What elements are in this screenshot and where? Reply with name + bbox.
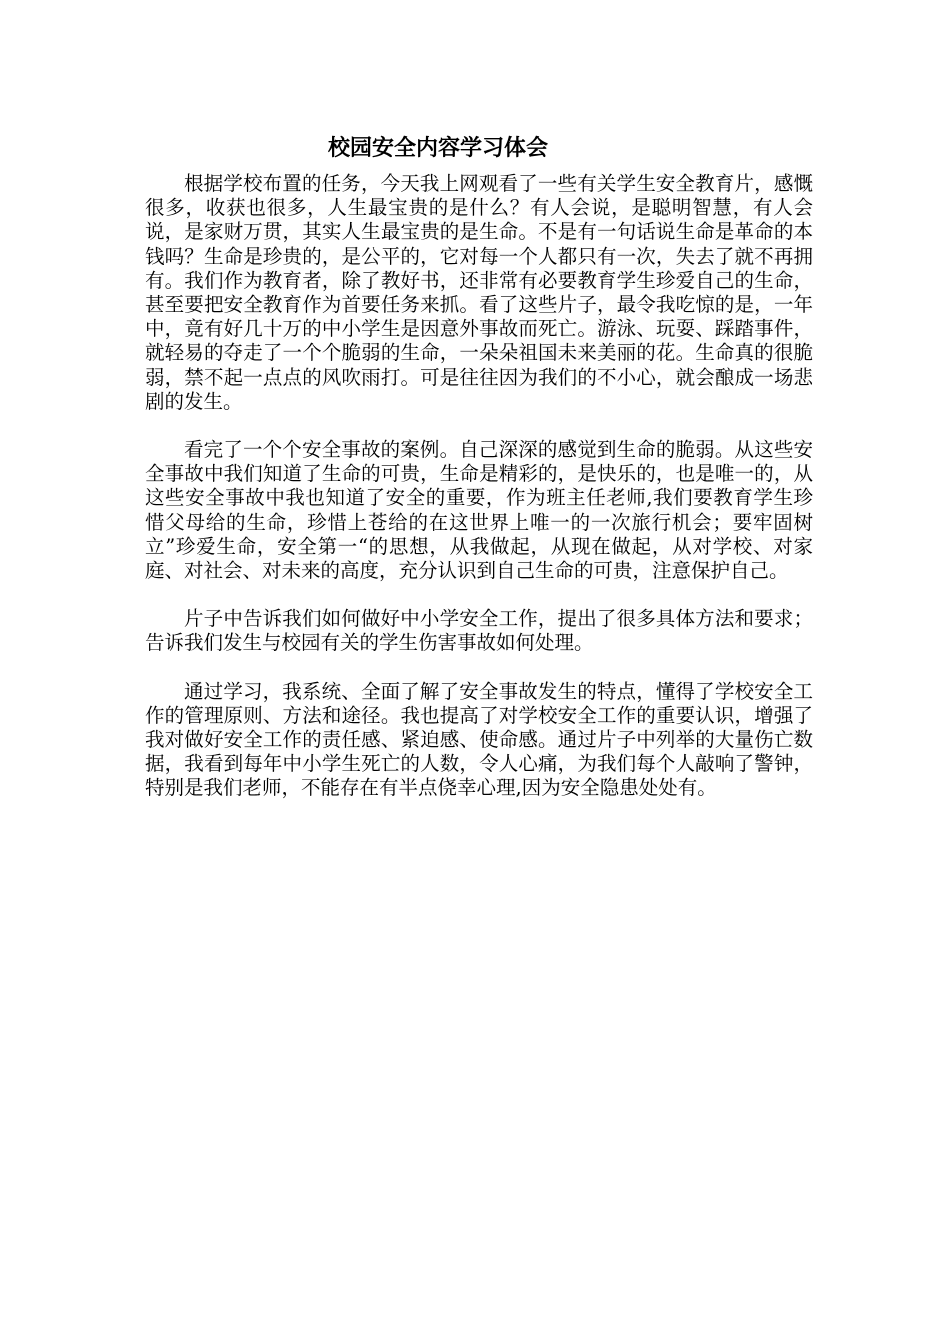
document-body xyxy=(145,172,813,801)
paragraph-2: 看完了一个个安全事故的案例。自己深深的感觉到生命的脆弱。从这些安全事故中我们知道了生命的可贵，生命是精彩的，是快乐的，也是唯一的，从这些安全事故中我也知道了安全的重要，作为班主任老师,我们要教育学生珍惜父母给的生命，珍惜上苍给的在这世界上唯一的一次旅行机会；要牢固树立”珍爱生命，安全第一“的思想，从我做起，从现在做起，从对学校、对家庭、对社会、对未来的高度，充分认识到自己生命的可贵，注意保护自己。 xyxy=(145,438,813,583)
paragraph-1: 根据学校布置的任务，今天我上网观看了一些有关学生安全教育片，感慨很多，收获也很多，人生最宝贵的是什么？有人会说，是聪明智慧，有人会说，是家财万贯，其实人生最宝贵的是生命。不是有一句话说生命是革命的本钱吗？生命是珍贵的，是公平的，它对每一个人都只有一次，失去了就不再拥有。我们作为教育者，除了教好书，还非常有必要教育学生珍爱自己的生命，甚至要把安全教育作为首要任务来抓。看了这些片子，最令我吃惊的是，一年中，竟有好几十万的中小学生是因意外事故而死亡。游泳、玩耍、踩踏事件，就轻易的夺走了一个个脆弱的生命，一朵朵祖国未来美丽的花。生命真的很脆弱，禁不起一点点的风吹雨打。可是往往因为我们的不小心，就会酿成一场悲剧的发生。 xyxy=(145,172,813,413)
document-title: 校园安全内容学习体会 xyxy=(327,136,548,161)
paragraph-3: 片子中告诉我们如何做好中小学安全工作，提出了很多具体方法和要求；告诉我们发生与校园有关的学生伤害事故如何处理。 xyxy=(145,607,813,655)
paragraph-4: 通过学习，我系统、全面了解了安全事故发生的特点，懂得了学校安全工作的管理原则、方法和途径。我也提高了对学校安全工作的重要认识，增强了我对做好安全工作的责任感、紧迫感、使命感。通过片子中列举的大量伤亡数据，我看到每年中小学生死亡的人数，令人心痛，为我们每个人敲响了警钟，特别是我们老师，不能存在有半点侥幸心理,因为安全隐患处处有。 xyxy=(145,679,813,800)
